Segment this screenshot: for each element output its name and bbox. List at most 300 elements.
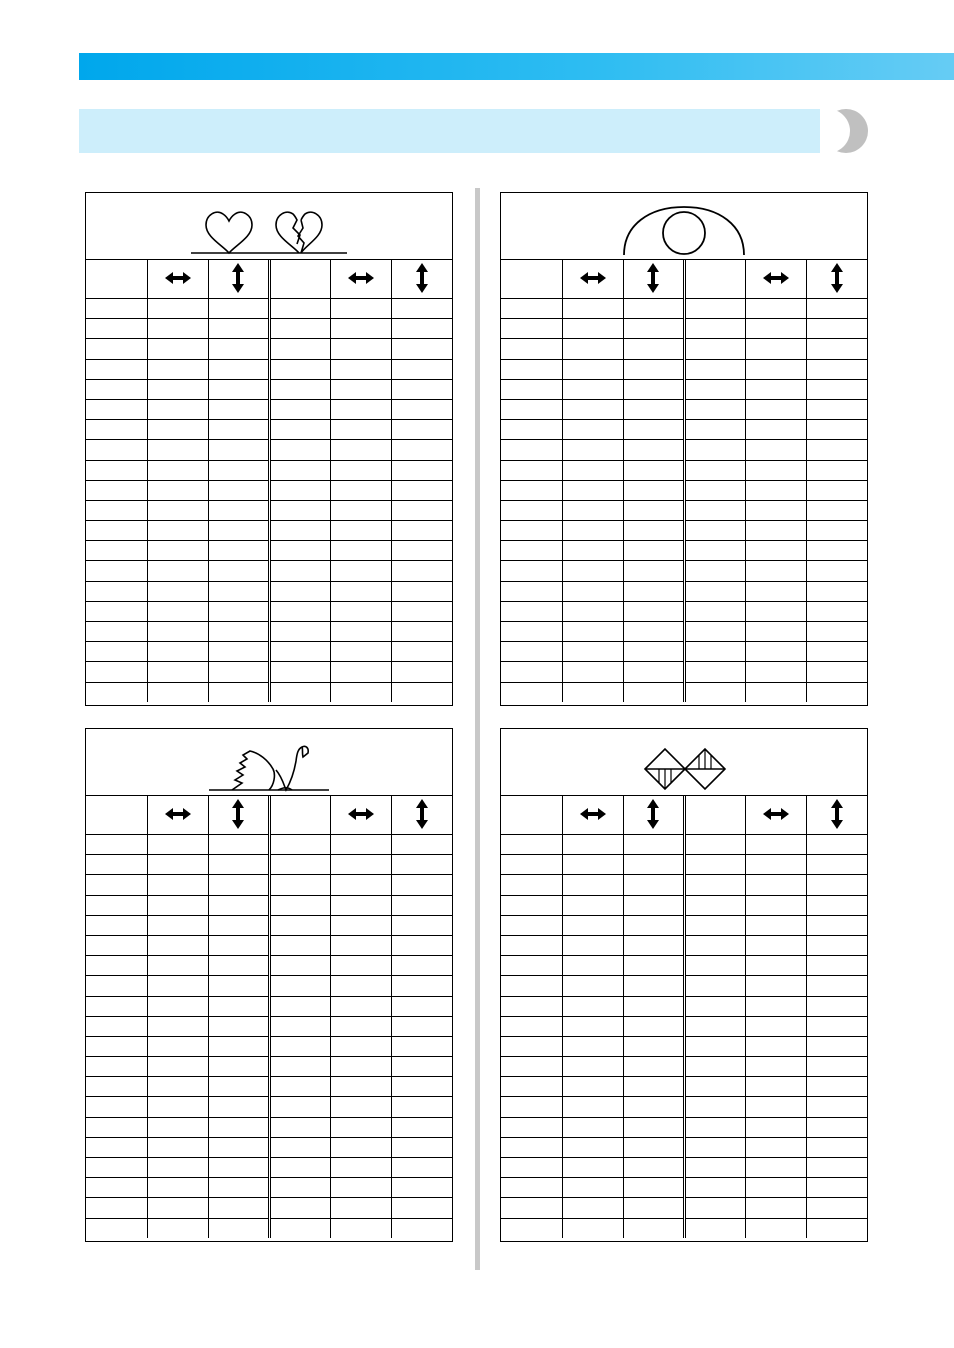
- table-cell[interactable]: [806, 399, 867, 419]
- table-cell[interactable]: [147, 1097, 208, 1117]
- table-cell[interactable]: [745, 379, 806, 399]
- table-cell[interactable]: [501, 339, 562, 359]
- table-cell[interactable]: [562, 622, 623, 642]
- table-cell[interactable]: [208, 1016, 269, 1036]
- table-cell[interactable]: [745, 1198, 806, 1218]
- table-cell[interactable]: [806, 855, 867, 875]
- table-cell[interactable]: [623, 855, 684, 875]
- table-cell[interactable]: [330, 420, 391, 440]
- table-cell[interactable]: [745, 1158, 806, 1178]
- table-cell[interactable]: [147, 1057, 208, 1077]
- table-cell[interactable]: [391, 662, 452, 682]
- table-cell[interactable]: [269, 601, 330, 621]
- table-cell[interactable]: [806, 359, 867, 379]
- table-cell[interactable]: [501, 1218, 562, 1238]
- table-cell[interactable]: [391, 440, 452, 460]
- table-cell[interactable]: [269, 642, 330, 662]
- table-cell[interactable]: [745, 1016, 806, 1036]
- table-cell[interactable]: [745, 622, 806, 642]
- table-cell[interactable]: [684, 976, 745, 996]
- table-cell[interactable]: [806, 662, 867, 682]
- table-cell[interactable]: [623, 399, 684, 419]
- table-cell[interactable]: [745, 420, 806, 440]
- table-cell[interactable]: [684, 500, 745, 520]
- table-cell[interactable]: [269, 1077, 330, 1097]
- table-cell[interactable]: [269, 359, 330, 379]
- table-cell[interactable]: [501, 1077, 562, 1097]
- table-cell[interactable]: [623, 935, 684, 955]
- table-cell[interactable]: [86, 642, 147, 662]
- table-cell[interactable]: [562, 359, 623, 379]
- table-cell[interactable]: [745, 339, 806, 359]
- table-cell[interactable]: [684, 875, 745, 895]
- table-cell[interactable]: [269, 521, 330, 541]
- table-cell[interactable]: [684, 835, 745, 855]
- table-cell[interactable]: [501, 581, 562, 601]
- table-cell[interactable]: [806, 642, 867, 662]
- table-cell[interactable]: [745, 915, 806, 935]
- table-cell[interactable]: [684, 935, 745, 955]
- table-cell[interactable]: [208, 1198, 269, 1218]
- table-cell[interactable]: [391, 1158, 452, 1178]
- table-cell[interactable]: [330, 601, 391, 621]
- table-cell[interactable]: [623, 521, 684, 541]
- table-cell[interactable]: [562, 1097, 623, 1117]
- table-cell[interactable]: [208, 835, 269, 855]
- table-cell[interactable]: [208, 480, 269, 500]
- table-cell[interactable]: [391, 420, 452, 440]
- table-cell[interactable]: [147, 1036, 208, 1056]
- table-cell[interactable]: [208, 875, 269, 895]
- table-cell[interactable]: [391, 1198, 452, 1218]
- table-cell[interactable]: [330, 299, 391, 319]
- table-cell[interactable]: [86, 996, 147, 1016]
- table-cell[interactable]: [269, 440, 330, 460]
- table-cell[interactable]: [330, 521, 391, 541]
- table-cell[interactable]: [806, 339, 867, 359]
- table-cell[interactable]: [501, 1137, 562, 1157]
- table-cell[interactable]: [562, 642, 623, 662]
- table-cell[interactable]: [501, 561, 562, 581]
- table-cell[interactable]: [562, 541, 623, 561]
- table-cell[interactable]: [330, 895, 391, 915]
- table-cell[interactable]: [684, 319, 745, 339]
- table-cell[interactable]: [147, 299, 208, 319]
- table-cell[interactable]: [208, 319, 269, 339]
- table-cell[interactable]: [745, 855, 806, 875]
- table-cell[interactable]: [684, 561, 745, 581]
- table-cell[interactable]: [330, 1218, 391, 1238]
- table-cell[interactable]: [562, 1117, 623, 1137]
- table-cell[interactable]: [86, 420, 147, 440]
- table-cell[interactable]: [684, 622, 745, 642]
- table-cell[interactable]: [86, 299, 147, 319]
- table-cell[interactable]: [806, 1036, 867, 1056]
- table-cell[interactable]: [501, 956, 562, 976]
- table-cell[interactable]: [208, 996, 269, 1016]
- table-cell[interactable]: [86, 379, 147, 399]
- table-cell[interactable]: [86, 662, 147, 682]
- table-cell[interactable]: [147, 460, 208, 480]
- table-cell[interactable]: [684, 541, 745, 561]
- table-cell[interactable]: [562, 1178, 623, 1198]
- table-cell[interactable]: [745, 521, 806, 541]
- table-cell[interactable]: [147, 440, 208, 460]
- table-cell[interactable]: [501, 420, 562, 440]
- table-cell[interactable]: [501, 976, 562, 996]
- table-cell[interactable]: [391, 500, 452, 520]
- table-cell[interactable]: [501, 835, 562, 855]
- table-cell[interactable]: [269, 399, 330, 419]
- table-cell[interactable]: [623, 339, 684, 359]
- table-cell[interactable]: [562, 1057, 623, 1077]
- table-cell[interactable]: [806, 1057, 867, 1077]
- table-cell[interactable]: [562, 935, 623, 955]
- table-cell[interactable]: [147, 339, 208, 359]
- table-cell[interactable]: [208, 601, 269, 621]
- table-cell[interactable]: [745, 440, 806, 460]
- table-cell[interactable]: [501, 622, 562, 642]
- table-cell[interactable]: [562, 875, 623, 895]
- table-cell[interactable]: [745, 1036, 806, 1056]
- table-cell[interactable]: [623, 1117, 684, 1137]
- table-cell[interactable]: [501, 379, 562, 399]
- table-cell[interactable]: [147, 399, 208, 419]
- table-cell[interactable]: [269, 1057, 330, 1077]
- table-cell[interactable]: [330, 915, 391, 935]
- table-cell[interactable]: [391, 581, 452, 601]
- table-cell[interactable]: [330, 1016, 391, 1036]
- table-cell[interactable]: [147, 1137, 208, 1157]
- table-cell[interactable]: [391, 319, 452, 339]
- table-cell[interactable]: [147, 935, 208, 955]
- table-cell[interactable]: [330, 541, 391, 561]
- table-cell[interactable]: [330, 581, 391, 601]
- table-cell[interactable]: [269, 1097, 330, 1117]
- table-cell[interactable]: [684, 379, 745, 399]
- table-cell[interactable]: [391, 875, 452, 895]
- table-cell[interactable]: [684, 299, 745, 319]
- table-cell[interactable]: [269, 895, 330, 915]
- table-cell[interactable]: [330, 642, 391, 662]
- table-cell[interactable]: [501, 1158, 562, 1178]
- table-cell[interactable]: [623, 581, 684, 601]
- table-cell[interactable]: [501, 895, 562, 915]
- table-cell[interactable]: [806, 561, 867, 581]
- table-cell[interactable]: [684, 1137, 745, 1157]
- table-cell[interactable]: [86, 1016, 147, 1036]
- table-cell[interactable]: [684, 581, 745, 601]
- table-cell[interactable]: [208, 500, 269, 520]
- table-cell[interactable]: [86, 319, 147, 339]
- table-cell[interactable]: [86, 976, 147, 996]
- table-cell[interactable]: [208, 1057, 269, 1077]
- table-cell[interactable]: [806, 460, 867, 480]
- table-cell[interactable]: [147, 420, 208, 440]
- table-cell[interactable]: [623, 1077, 684, 1097]
- table-cell[interactable]: [684, 956, 745, 976]
- table-cell[interactable]: [745, 1097, 806, 1117]
- table-cell[interactable]: [745, 541, 806, 561]
- table-cell[interactable]: [745, 895, 806, 915]
- table-cell[interactable]: [208, 561, 269, 581]
- table-cell[interactable]: [147, 359, 208, 379]
- table-cell[interactable]: [745, 935, 806, 955]
- table-cell[interactable]: [623, 976, 684, 996]
- table-cell[interactable]: [745, 956, 806, 976]
- table-cell[interactable]: [623, 541, 684, 561]
- table-cell[interactable]: [806, 835, 867, 855]
- table-cell[interactable]: [86, 399, 147, 419]
- table-cell[interactable]: [208, 642, 269, 662]
- table-cell[interactable]: [745, 1077, 806, 1097]
- table-cell[interactable]: [684, 460, 745, 480]
- table-cell[interactable]: [623, 1198, 684, 1218]
- table-cell[interactable]: [147, 682, 208, 702]
- table-cell[interactable]: [684, 601, 745, 621]
- table-cell[interactable]: [391, 601, 452, 621]
- table-cell[interactable]: [208, 976, 269, 996]
- table-cell[interactable]: [623, 622, 684, 642]
- table-cell[interactable]: [208, 935, 269, 955]
- table-cell[interactable]: [86, 855, 147, 875]
- table-cell[interactable]: [208, 541, 269, 561]
- table-cell[interactable]: [391, 682, 452, 702]
- table-cell[interactable]: [86, 1117, 147, 1137]
- table-cell[interactable]: [86, 1097, 147, 1117]
- table-cell[interactable]: [147, 1158, 208, 1178]
- table-cell[interactable]: [501, 319, 562, 339]
- table-cell[interactable]: [562, 339, 623, 359]
- table-cell[interactable]: [562, 895, 623, 915]
- table-cell[interactable]: [391, 1016, 452, 1036]
- table-cell[interactable]: [86, 1077, 147, 1097]
- table-cell[interactable]: [269, 1117, 330, 1137]
- table-cell[interactable]: [806, 299, 867, 319]
- table-cell[interactable]: [623, 1057, 684, 1077]
- table-cell[interactable]: [391, 460, 452, 480]
- table-cell[interactable]: [806, 622, 867, 642]
- table-cell[interactable]: [208, 622, 269, 642]
- table-cell[interactable]: [684, 339, 745, 359]
- table-cell[interactable]: [269, 622, 330, 642]
- table-cell[interactable]: [745, 1218, 806, 1238]
- table-cell[interactable]: [208, 1158, 269, 1178]
- table-cell[interactable]: [562, 976, 623, 996]
- table-cell[interactable]: [562, 835, 623, 855]
- table-cell[interactable]: [269, 420, 330, 440]
- table-cell[interactable]: [623, 996, 684, 1016]
- table-cell[interactable]: [86, 915, 147, 935]
- table-cell[interactable]: [330, 956, 391, 976]
- table-cell[interactable]: [147, 1077, 208, 1097]
- table-cell[interactable]: [684, 915, 745, 935]
- table-cell[interactable]: [806, 1077, 867, 1097]
- table-cell[interactable]: [269, 1198, 330, 1218]
- table-cell[interactable]: [86, 875, 147, 895]
- table-cell[interactable]: [684, 399, 745, 419]
- table-cell[interactable]: [562, 440, 623, 460]
- table-cell[interactable]: [745, 1117, 806, 1137]
- table-cell[interactable]: [208, 855, 269, 875]
- table-cell[interactable]: [623, 956, 684, 976]
- table-cell[interactable]: [562, 500, 623, 520]
- table-cell[interactable]: [330, 935, 391, 955]
- table-cell[interactable]: [269, 875, 330, 895]
- table-cell[interactable]: [806, 895, 867, 915]
- table-cell[interactable]: [269, 581, 330, 601]
- table-cell[interactable]: [86, 1218, 147, 1238]
- table-cell[interactable]: [562, 319, 623, 339]
- table-cell[interactable]: [330, 1158, 391, 1178]
- table-cell[interactable]: [806, 1218, 867, 1238]
- table-cell[interactable]: [391, 996, 452, 1016]
- table-cell[interactable]: [623, 440, 684, 460]
- table-cell[interactable]: [623, 420, 684, 440]
- table-cell[interactable]: [86, 1036, 147, 1056]
- table-cell[interactable]: [391, 835, 452, 855]
- table-cell[interactable]: [623, 835, 684, 855]
- table-cell[interactable]: [391, 339, 452, 359]
- table-cell[interactable]: [269, 299, 330, 319]
- table-cell[interactable]: [623, 1097, 684, 1117]
- table-cell[interactable]: [330, 855, 391, 875]
- table-cell[interactable]: [562, 1016, 623, 1036]
- table-cell[interactable]: [745, 1178, 806, 1198]
- table-cell[interactable]: [501, 915, 562, 935]
- table-cell[interactable]: [501, 996, 562, 1016]
- table-cell[interactable]: [269, 835, 330, 855]
- table-cell[interactable]: [391, 1077, 452, 1097]
- table-cell[interactable]: [391, 541, 452, 561]
- table-cell[interactable]: [147, 1016, 208, 1036]
- table-cell[interactable]: [208, 379, 269, 399]
- table-cell[interactable]: [86, 521, 147, 541]
- table-cell[interactable]: [147, 1218, 208, 1238]
- table-cell[interactable]: [562, 956, 623, 976]
- table-cell[interactable]: [208, 359, 269, 379]
- table-cell[interactable]: [269, 561, 330, 581]
- table-cell[interactable]: [208, 521, 269, 541]
- table-cell[interactable]: [147, 601, 208, 621]
- table-cell[interactable]: [806, 1158, 867, 1178]
- table-cell[interactable]: [330, 440, 391, 460]
- table-cell[interactable]: [745, 976, 806, 996]
- table-cell[interactable]: [684, 1036, 745, 1056]
- table-cell[interactable]: [86, 835, 147, 855]
- table-cell[interactable]: [501, 1036, 562, 1056]
- table-cell[interactable]: [562, 581, 623, 601]
- table-cell[interactable]: [391, 1218, 452, 1238]
- table-cell[interactable]: [391, 915, 452, 935]
- table-cell[interactable]: [806, 935, 867, 955]
- table-cell[interactable]: [562, 379, 623, 399]
- table-cell[interactable]: [208, 1117, 269, 1137]
- table-cell[interactable]: [745, 996, 806, 1016]
- table-cell[interactable]: [806, 915, 867, 935]
- table-cell[interactable]: [501, 662, 562, 682]
- table-cell[interactable]: [391, 855, 452, 875]
- table-cell[interactable]: [330, 399, 391, 419]
- table-cell[interactable]: [147, 976, 208, 996]
- table-cell[interactable]: [208, 895, 269, 915]
- table-cell[interactable]: [684, 521, 745, 541]
- table-cell[interactable]: [330, 835, 391, 855]
- table-cell[interactable]: [86, 1057, 147, 1077]
- table-cell[interactable]: [745, 875, 806, 895]
- table-cell[interactable]: [501, 359, 562, 379]
- table-cell[interactable]: [745, 642, 806, 662]
- table-cell[interactable]: [501, 1198, 562, 1218]
- table-cell[interactable]: [806, 1097, 867, 1117]
- table-cell[interactable]: [208, 1077, 269, 1097]
- table-cell[interactable]: [684, 996, 745, 1016]
- table-cell[interactable]: [86, 359, 147, 379]
- table-cell[interactable]: [208, 1137, 269, 1157]
- table-cell[interactable]: [86, 581, 147, 601]
- table-cell[interactable]: [562, 682, 623, 702]
- table-cell[interactable]: [806, 1137, 867, 1157]
- table-cell[interactable]: [269, 1178, 330, 1198]
- table-cell[interactable]: [684, 1077, 745, 1097]
- table-cell[interactable]: [501, 601, 562, 621]
- table-cell[interactable]: [330, 1137, 391, 1157]
- table-cell[interactable]: [208, 1097, 269, 1117]
- table-cell[interactable]: [562, 420, 623, 440]
- table-cell[interactable]: [745, 480, 806, 500]
- table-cell[interactable]: [391, 1137, 452, 1157]
- table-cell[interactable]: [623, 460, 684, 480]
- table-cell[interactable]: [623, 480, 684, 500]
- table-cell[interactable]: [269, 1158, 330, 1178]
- table-cell[interactable]: [623, 895, 684, 915]
- table-cell[interactable]: [391, 1178, 452, 1198]
- table-cell[interactable]: [86, 541, 147, 561]
- table-cell[interactable]: [745, 682, 806, 702]
- table-cell[interactable]: [501, 855, 562, 875]
- table-cell[interactable]: [684, 420, 745, 440]
- table-cell[interactable]: [86, 1178, 147, 1198]
- table-cell[interactable]: [806, 379, 867, 399]
- table-cell[interactable]: [147, 622, 208, 642]
- table-cell[interactable]: [269, 855, 330, 875]
- table-cell[interactable]: [623, 319, 684, 339]
- table-cell[interactable]: [147, 1198, 208, 1218]
- table-cell[interactable]: [330, 622, 391, 642]
- table-cell[interactable]: [806, 682, 867, 702]
- table-cell[interactable]: [501, 682, 562, 702]
- table-cell[interactable]: [269, 379, 330, 399]
- table-cell[interactable]: [147, 319, 208, 339]
- table-cell[interactable]: [269, 915, 330, 935]
- table-cell[interactable]: [330, 561, 391, 581]
- table-cell[interactable]: [684, 1158, 745, 1178]
- table-cell[interactable]: [684, 1057, 745, 1077]
- table-cell[interactable]: [330, 1117, 391, 1137]
- table-cell[interactable]: [562, 662, 623, 682]
- table-cell[interactable]: [562, 601, 623, 621]
- table-cell[interactable]: [623, 601, 684, 621]
- table-cell[interactable]: [684, 359, 745, 379]
- table-cell[interactable]: [269, 319, 330, 339]
- table-cell[interactable]: [147, 581, 208, 601]
- table-cell[interactable]: [86, 1198, 147, 1218]
- table-cell[interactable]: [391, 299, 452, 319]
- table-cell[interactable]: [330, 359, 391, 379]
- table-cell[interactable]: [623, 642, 684, 662]
- table-cell[interactable]: [745, 601, 806, 621]
- table-cell[interactable]: [562, 1137, 623, 1157]
